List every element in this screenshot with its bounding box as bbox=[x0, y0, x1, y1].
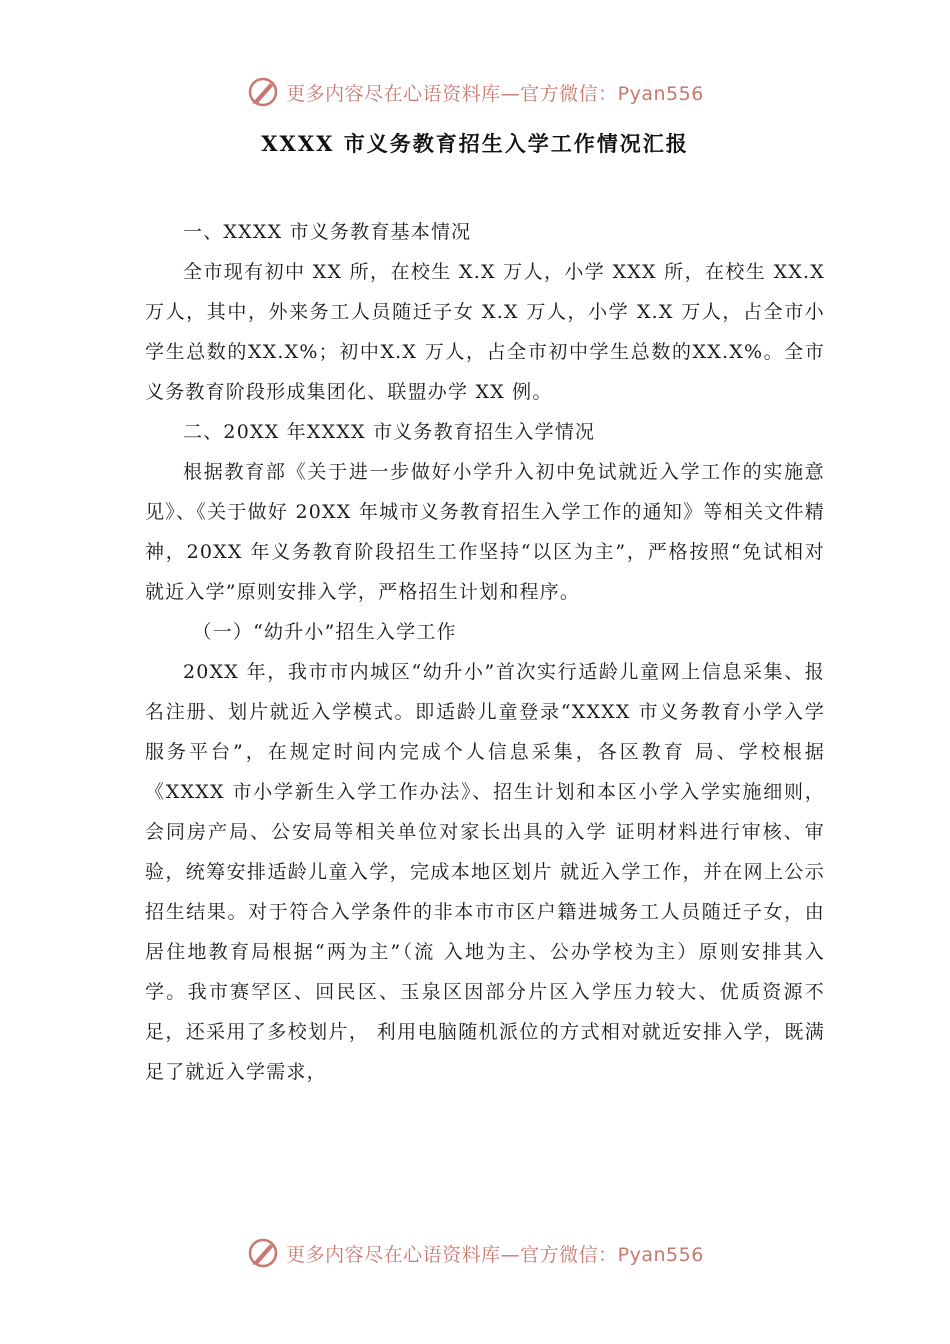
pen-logo-icon bbox=[246, 75, 280, 109]
watermark-banner-top bbox=[0, 72, 950, 112]
pen-logo-icon bbox=[246, 1236, 280, 1270]
paragraph-2: 根据教育部《关于进一步做好小学升入初中免试就近入学工作的实施意见》、《关于做好 20XX 年城市义务教育招生入学工作的通知》等相关文件精神，20XX 年义务教育阶段招生工作坚持“以区为主”，严格按照“免试相对就近入学”原则安排入学，严格招生计划和程序。 bbox=[145, 461, 825, 603]
section-heading-1: 一、XXXX 市义务教育基本情况 bbox=[183, 221, 472, 243]
subsection-heading-1: （一）“幼升小”招生入学工作 bbox=[192, 621, 457, 643]
document-body bbox=[145, 212, 825, 1092]
document-title: XXXX 市义务教育招生入学工作情况汇报 bbox=[261, 131, 689, 156]
watermark-banner-bottom bbox=[0, 1233, 950, 1273]
watermark-text: 更多内容尽在心语资料库—官方微信：Pyan556 bbox=[286, 1243, 704, 1266]
paragraph-3: 20XX 年，我市市内城区“幼升小”首次实行适龄儿童网上信息采集、报名注册、划片就近入学模式。即适龄儿童登录“XXXX 市义务教育小学入学服务平台”，在规定时间内完成个人信息采集，各区教育 局、学校根据《XXXX 市小学新生入学工作办法》、招生计划和本区小学入学实施细则，会同房产局、公安局等相关单位对家长出具的入学 证明材料进行审核、审验，统筹安排适龄儿童入学，完成本地区划片 就近入学工作，并在网上公示招生结果。对于符合入学条件的非本市市区户籍进城务工人员随迁子女，由居住地教育局根据“两为主”（流 入地为主、公办学校为主）原则安排其入学。我市赛罕区、回民区、玉泉区因部分片区入学压力较大、优质资源不足，还采用了多校划片， 利用电脑随机派位的方式相对就近安排入学，既满足了就近入学需求， bbox=[145, 661, 825, 1083]
section-heading-2: 二、20XX 年XXXX 市义务教育招生入学情况 bbox=[183, 421, 596, 443]
watermark-text: 更多内容尽在心语资料库—官方微信：Pyan556 bbox=[286, 82, 704, 105]
paragraph-1: 全市现有初中 XX 所，在校生 X.X 万人，小学 XXX 所，在校生 XX.X 万人，其中，外来务工人员随迁子女 X.X 万人，小学 X.X 万人，占全市小学生总数的XX.X%；初中X.X 万人，占全市初中学生总数的XX.X%。全市义务教育阶段形成集团化、联盟办学 XX 例。 bbox=[145, 261, 825, 403]
